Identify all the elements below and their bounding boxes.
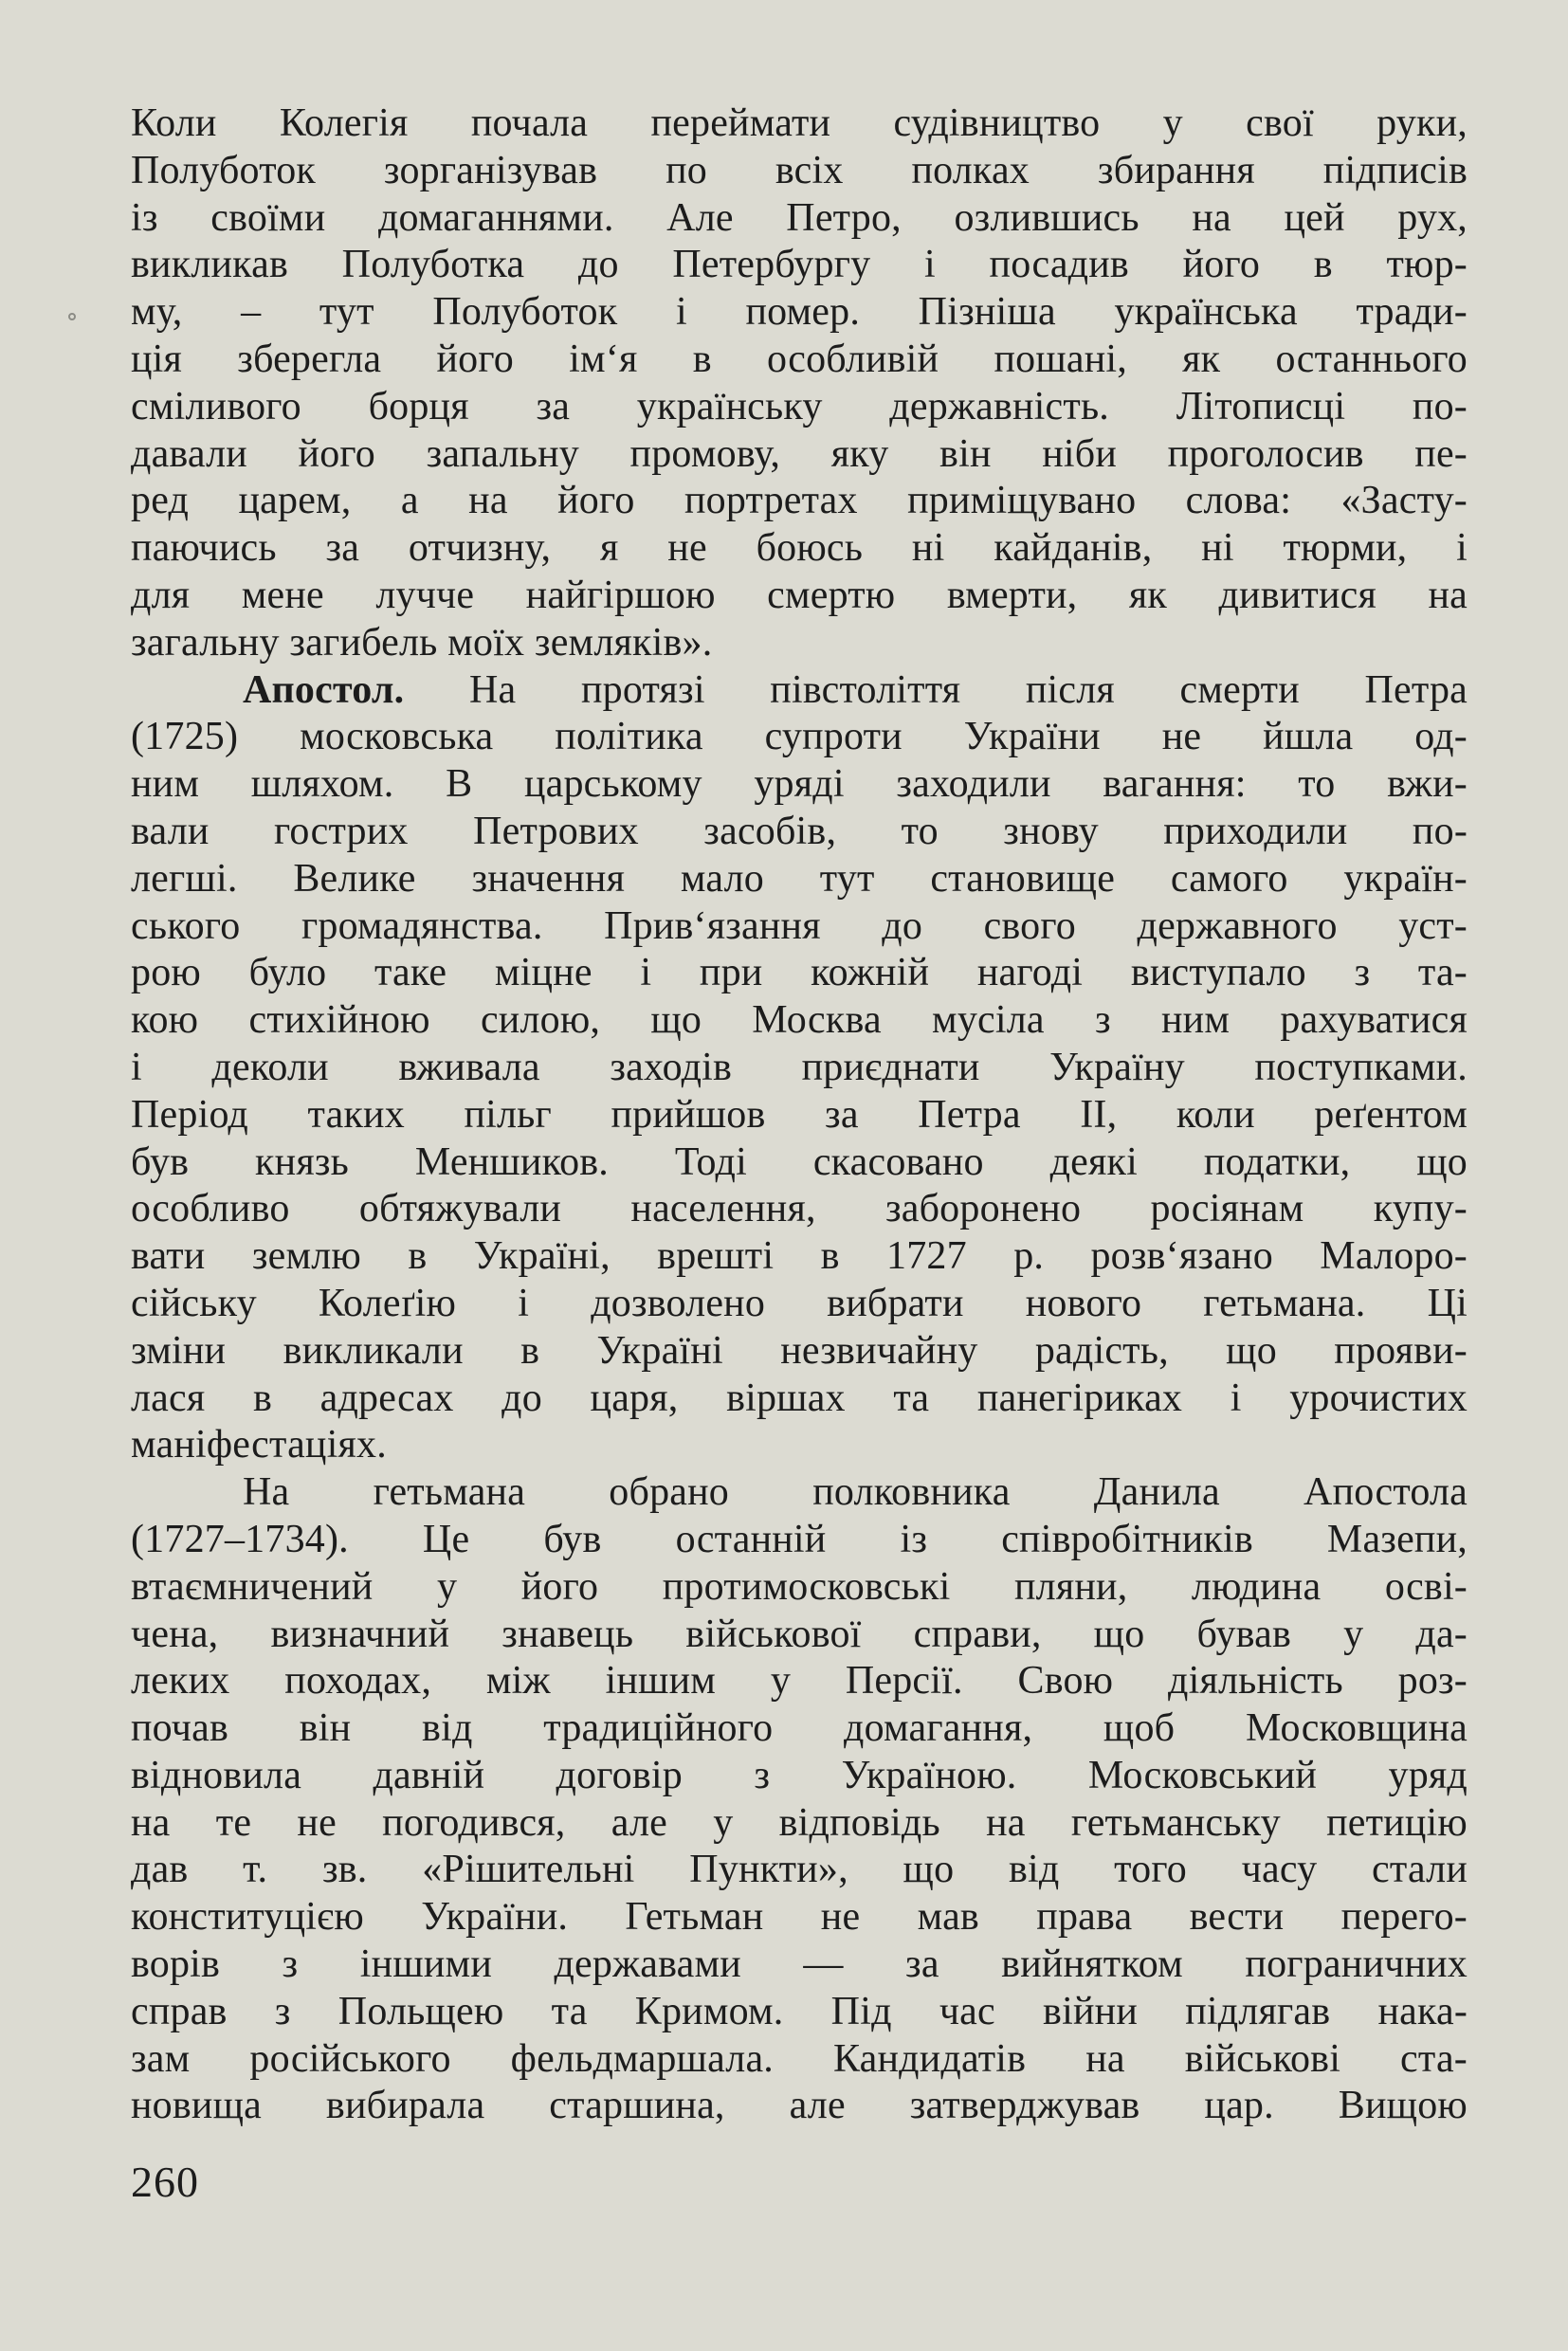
text-line: Період таких пільг прийшов за Петра II, коли реґентом <box>131 1092 1468 1137</box>
text-line: почав він від традиційного домагання, щоб Московщина <box>131 1706 1468 1751</box>
text-line: викликав Полуботка до Петербургу і посадив його в тюр- <box>131 243 1468 287</box>
text-line: був князь Меншиков. Тоді скасовано деякі податки, що <box>131 1139 1468 1184</box>
text-line: Полуботок зорганізував по всіх полках збирання підписів <box>131 148 1468 192</box>
text-line: ним шляхом. В царському уряді заходили вагання: то вжи- <box>131 762 1468 807</box>
text-line: для мене лучче найгіршою смертю вмерти, як дивитися на <box>131 573 1468 617</box>
text-line: новища вибирала старшина, але затверджував цар. Вищою <box>131 2084 1468 2128</box>
text-line: ського громадянства. Прив‘язання до свого державного уст- <box>131 903 1468 948</box>
text-line: вали гострих Петрових засобів, то знову приходили по- <box>131 809 1468 853</box>
section-heading: Апостол. <box>243 667 405 712</box>
text-line: відновила давній договір з Україною. Московський уряд <box>131 1753 1468 1797</box>
text-line: справ з Польщею та Кримом. Під час війни підлягав нака- <box>131 1989 1468 2033</box>
text-line: сійську Колеґію і дозволено вибрати нового гетьмана. Ці <box>131 1281 1468 1325</box>
text-line: на те не погодився, але у відповідь на гетьманську петицію <box>131 1800 1468 1845</box>
page-number: 260 <box>131 2158 199 2206</box>
text-line: Коли Колегія почала переймати судівництво у свої руки, <box>131 101 1468 145</box>
text-line: (1727–1734). Це був останній із співробітників Мазепи, <box>131 1517 1468 1561</box>
text-line: ред царем, а на його портретах приміщувано слова: «Засту- <box>131 479 1468 523</box>
text-line: вати землю в Україні, врешті в 1727 р. розв‘язано Малоро- <box>131 1234 1468 1279</box>
text-line: леких походах, між іншим у Персії. Свою діяльність роз- <box>131 1659 1468 1704</box>
text-line: загальну загибель моїх земляків». <box>131 620 713 665</box>
text-line: лася в адресах до царя, віршах та панегіриках і урочистих <box>131 1376 1468 1420</box>
text-line: маніфестаціях. <box>131 1423 387 1467</box>
text-line: му, – тут Полуботок і помер. Пізніша українська тради- <box>131 290 1468 335</box>
body-text <box>131 100 1468 2130</box>
text-line: ція зберегла його ім‘я в особливій пошані, як останнього <box>131 337 1468 381</box>
text-line: кою стихійною силою, що Москва мусіла з ним рахуватися <box>131 998 1468 1043</box>
text-line: чена, визначний знавець військової справи, що бував у да- <box>131 1612 1468 1656</box>
text-line: (1725) московська політика супроти України не йшла од- <box>131 715 1468 759</box>
text-line: особливо обтяжували населення, заборонено росіянам купу- <box>131 1187 1468 1231</box>
text-line: ворів з іншими державами — за вийнятком пограничних <box>131 1942 1468 1987</box>
text-line: легші. Велике значення мало тут становище самого україн- <box>131 856 1468 901</box>
text-line: і деколи вживала заходів приєднати Україну поступками. <box>131 1045 1468 1089</box>
text-line: рою було таке міцне і при кожній нагоді виступало з та- <box>131 951 1468 995</box>
text-line: дав т. зв. «Рішительні Пункти», що від того часу стали <box>131 1848 1468 1892</box>
paragraph-first-line: На гетьмана обрано полковника Данила Апостола <box>243 1470 1468 1515</box>
text-line: зміни викликали в Україні незвичайну радість, що прояви- <box>131 1328 1468 1373</box>
text-fragment: На протязі півстоліття після смерти Петра <box>468 667 1468 712</box>
text-line: конституцією України. Гетьман не мав права вести перего- <box>131 1895 1468 1940</box>
text-line: сміливого борця за українську державність. Літописці по- <box>131 384 1468 428</box>
text-line: зам російського фельдмаршала. Кандидатів на військові ста- <box>131 2036 1468 2081</box>
paper-speck <box>68 313 76 320</box>
text-line: паючись за отчизну, я не боюсь ні кайданів, ні тюрми, і <box>131 526 1468 571</box>
text-line: давали його запальну промову, яку він ніби проголосив пе- <box>131 431 1468 476</box>
text-line: втаємничений у його протимосковські пляни, людина осві- <box>131 1564 1468 1609</box>
section-first-line <box>131 667 1468 715</box>
text-line: із своїми домаганнями. Але Петро, озлившись на цей рух, <box>131 195 1468 240</box>
